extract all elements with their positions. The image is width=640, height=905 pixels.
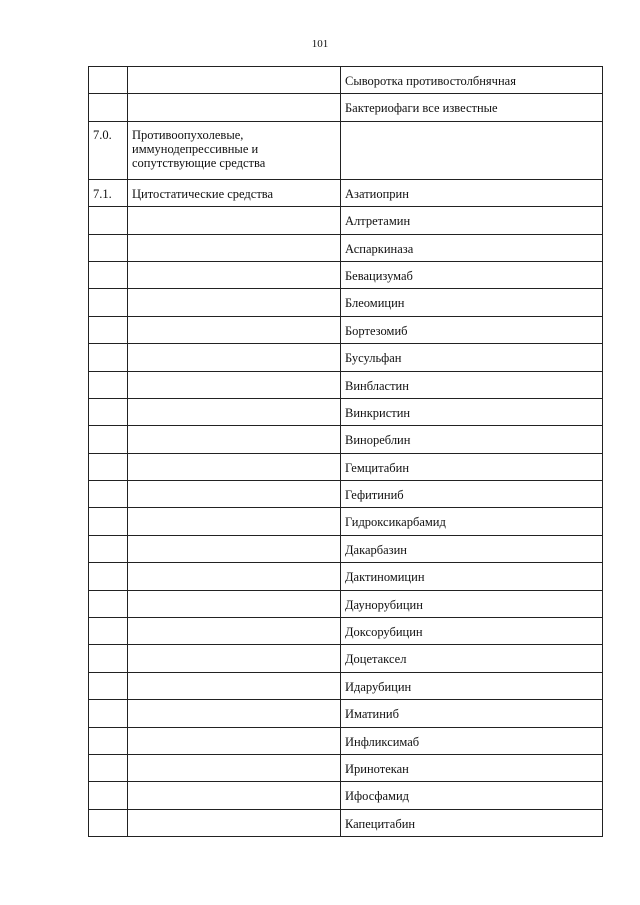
group-name-cell — [128, 700, 341, 727]
group-name-cell — [128, 207, 341, 234]
drug-name-cell: Дактиномицин — [341, 563, 603, 590]
row-number-cell — [89, 535, 128, 562]
row-number-cell — [89, 261, 128, 288]
row-number-cell — [89, 508, 128, 535]
table-row — [89, 426, 603, 453]
drug-name-cell: Ифосфамид — [341, 782, 603, 809]
drug-name-cell: Доксорубицин — [341, 618, 603, 645]
row-number-cell — [89, 618, 128, 645]
table-row — [89, 453, 603, 480]
row-number-cell — [89, 426, 128, 453]
table-row — [89, 344, 603, 371]
group-name-cell — [128, 316, 341, 343]
table-row — [89, 508, 603, 535]
table-row — [89, 398, 603, 425]
group-name-cell — [128, 727, 341, 754]
table-row — [89, 754, 603, 781]
table-row — [89, 535, 603, 562]
row-number-cell — [89, 207, 128, 234]
drug-name-cell: Сыворотка противостолбнячная — [341, 67, 603, 94]
table-row — [89, 672, 603, 699]
group-name-cell — [128, 754, 341, 781]
table-row — [89, 207, 603, 234]
drug-name-cell: Гидроксикарбамид — [341, 508, 603, 535]
row-number-cell — [89, 809, 128, 836]
group-name-cell — [128, 453, 341, 480]
table-body — [89, 67, 603, 837]
group-name-cell — [128, 618, 341, 645]
group-name-cell — [128, 645, 341, 672]
group-name-cell — [128, 344, 341, 371]
row-number-cell — [89, 645, 128, 672]
drug-name-cell: Дакарбазин — [341, 535, 603, 562]
group-name-cell — [128, 508, 341, 535]
table-row — [89, 179, 603, 206]
row-number-cell — [89, 782, 128, 809]
row-number-cell — [89, 94, 128, 121]
drug-name-cell: Иматиниб — [341, 700, 603, 727]
group-name-cell — [128, 809, 341, 836]
row-number-cell — [89, 67, 128, 94]
row-number-cell — [89, 563, 128, 590]
drug-name-cell: Бусульфан — [341, 344, 603, 371]
drug-name-cell: Гефитиниб — [341, 481, 603, 508]
group-name-cell — [128, 94, 341, 121]
row-number-cell — [89, 590, 128, 617]
drug-name-cell: Алтретамин — [341, 207, 603, 234]
table-row — [89, 261, 603, 288]
table-row — [89, 809, 603, 836]
table-row — [89, 481, 603, 508]
table-row — [89, 121, 603, 179]
table-row — [89, 371, 603, 398]
drug-name-cell: Винореблин — [341, 426, 603, 453]
group-name-cell — [128, 398, 341, 425]
drug-name-cell: Аспаркиназа — [341, 234, 603, 261]
table-row — [89, 67, 603, 94]
row-number-cell — [89, 344, 128, 371]
table-row — [89, 563, 603, 590]
drug-name-cell: Блеомицин — [341, 289, 603, 316]
drug-name-cell — [341, 121, 603, 179]
row-number-cell: 7.0. — [89, 121, 128, 179]
drug-name-cell: Бортезомиб — [341, 316, 603, 343]
drug-list-table — [88, 66, 603, 837]
drug-name-cell: Даунорубицин — [341, 590, 603, 617]
group-name-cell — [128, 426, 341, 453]
drug-name-cell: Винбластин — [341, 371, 603, 398]
row-number-cell — [89, 481, 128, 508]
table-row — [89, 782, 603, 809]
row-number-cell — [89, 316, 128, 343]
row-number-cell — [89, 700, 128, 727]
group-name-cell — [128, 261, 341, 288]
group-name-cell — [128, 563, 341, 590]
table-row — [89, 645, 603, 672]
row-number-cell — [89, 672, 128, 699]
group-name-cell — [128, 672, 341, 699]
table-row — [89, 618, 603, 645]
row-number-cell — [89, 234, 128, 261]
row-number-cell — [89, 453, 128, 480]
page-number: 101 — [311, 38, 329, 50]
drug-name-cell: Азатиоприн — [341, 179, 603, 206]
table-row — [89, 700, 603, 727]
row-number-cell: 7.1. — [89, 179, 128, 206]
group-name-cell — [128, 535, 341, 562]
group-name-cell — [128, 371, 341, 398]
table-row — [89, 316, 603, 343]
table-row — [89, 94, 603, 121]
table-row — [89, 590, 603, 617]
row-number-cell — [89, 754, 128, 781]
drug-name-cell: Винкристин — [341, 398, 603, 425]
drug-name-cell: Гемцитабин — [341, 453, 603, 480]
group-name-cell — [128, 481, 341, 508]
group-name-cell — [128, 289, 341, 316]
row-number-cell — [89, 398, 128, 425]
table-row — [89, 727, 603, 754]
row-number-cell — [89, 727, 128, 754]
drug-name-cell: Доцетаксел — [341, 645, 603, 672]
group-name-cell — [128, 234, 341, 261]
drug-name-cell: Капецитабин — [341, 809, 603, 836]
table-row — [89, 289, 603, 316]
row-number-cell — [89, 371, 128, 398]
drug-name-cell: Бевацизумаб — [341, 261, 603, 288]
group-name-cell: Противоопухолевые, иммунодепрессивные и сопутствующие средства — [128, 121, 341, 179]
drug-name-cell: Иринотекан — [341, 754, 603, 781]
drug-name-cell: Инфликсимаб — [341, 727, 603, 754]
row-number-cell — [89, 289, 128, 316]
group-name-cell — [128, 67, 341, 94]
table-row — [89, 234, 603, 261]
drug-name-cell: Идарубицин — [341, 672, 603, 699]
group-name-cell — [128, 782, 341, 809]
group-name-cell — [128, 590, 341, 617]
drug-name-cell: Бактериофаги все известные — [341, 94, 603, 121]
group-name-cell: Цитостатические средства — [128, 179, 341, 206]
